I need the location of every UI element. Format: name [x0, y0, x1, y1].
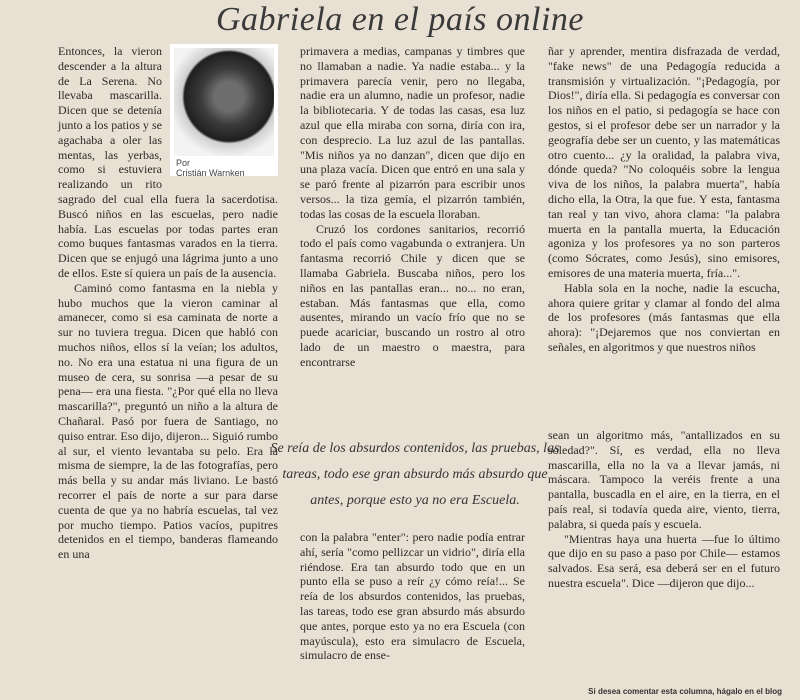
byline-name: Cristián Warnken	[176, 168, 245, 178]
footer-note: Si desea comentar esta columna, hágalo en el blog	[588, 687, 782, 696]
author-photo	[174, 48, 274, 156]
paragraph: Habla sola en la noche, nadie la escucha, ahora quiere gritar y clamar al fondo del alma de los profesores (más fantasmas que ella ahora): "¡Dejaremos que nos conviertan en señales, en algoritmos y que nuestros niños	[548, 280, 780, 354]
paragraph: Caminó como fantasma en la niebla y hubo muchos que la vieron caminar al amanecer, como si esa caminata de norte a sur no tuviera tregua. Dicen que habló con muchos niños, ellos sí la veían; los adultos, no. No era una estatua ni una figura de un museo de cera, su sonrisa —a pesar de su pena— era una fiesta. "¿Por qué ella no lleva mascarilla?", preguntó un niño a la altura de Chañaral. Pasó por fuera de Santiago, no quiso entrar. Eso dijo, dijeron... Siguió rumbo al sur, el viento levantaba su pelo. Era la misma de siempre, la de las fotografías, pero más bella y su andar más liviano. Le bastó recorrer el país de norte a sur para darse cuenta de que ya no habría escuelas, tal vez por mucho tiempo. Patios vacíos, pupitres detenidos en el tiempo, banderas flameando en una	[58, 280, 278, 562]
paragraph: primavera a medias, campanas y timbres que no llamaban a nadie. Ya nadie estaba... y la primavera parecía venir, pero no llegaba, nadie era un alumno, nadie un profesor, nadie la bibliotecaria. Y de todas las casas, esa luz azul que ella miraba con sorna, diría con ira, con desprecio. La luz azul de las pantallas. "Mis niños ya no danzan", dicen que dijo en una plaza vacía. Dicen que entró en una sala y se paró frente al pizarrón para escribir unos versos... la tiza gemía, el pizarrón también, todas las cosas de la escuela lloraban.	[300, 44, 525, 221]
pull-quote: Se reía de los absurdos contenidos, las pruebas, las tareas, todo ese gran absurdo más absurdo que antes, porque esto ya no era Escuela.	[270, 441, 560, 508]
paragraph: Cruzó los cordones sanitarios, recorrió todo el país como vagabunda o extranjera. Un fantasma recorrió Chile y dicen que se llamaba Gabriela. Buscaba niños, pero los niños en las pantallas eran... no... no eran, estaban. Más fantasmas que ella, como ausentes, mirando un vacío frío que no se puede acariciar, buscando un rostro al otro lado de un maestro o maestra, para encontrarse	[300, 221, 525, 369]
byline-prefix: Por	[176, 158, 191, 168]
paragraph: sean un algoritmo más, "antallizados en su soledad?". Sí, es verdad, ella no lleva mascarilla, ella no la va a llevar jamás, ni máscara. Tampoco la veréis frente a una pantalla, buscadla en el aire, en la tierra, en el país real, si todavía queda aire, viento, tierra, palabra, si queda país y escuela.	[548, 428, 780, 531]
article-title: Gabriela en el país online	[215, 1, 585, 38]
byline	[176, 158, 245, 178]
paragraph: "Mientras haya una huerta —fue lo último que dijo en su paso a paso por Chile— estamos salvados. Esa será, esa deberá ser en el futuro nuestra escuela". Dice —dijeron que dijo...	[548, 531, 780, 590]
paragraph: Entonces, la vieron descender a la altura de La Serena. No llevaba mascarilla. Dicen que se detenía junto a los patios y se agachaba a oler las mentas, las yerbas, como si estuviera realizando un rito sagrado del cual ella fuera la sacerdotisa. Buscó niños en las escuelas, pero nadie había. Las escuelas por todas partes eran como buques fantasmas varados en la tierra. Dicen que se enjugó una lágrima junto a uno de ellos. Este sí quiera un país de la ausencia.	[58, 44, 278, 280]
column-3-continued	[548, 428, 780, 678]
author-photo-box	[170, 44, 278, 176]
paragraph: con la palabra "enter": pero nadie podía entrar ahí, sería "como pellizcar un vidrio", diría ella riéndose. Era tan absurdo todo que en un punto ella se puso a reír ¿y cómo reía!... Se reía de los absurdos contenidos, las pruebas, las tareas, todo ese gran absurdo más absurdo que antes, porque esto ya no era Escuela (con mayúscula), esto era simulacro de Escuela, simulacro de ense-	[300, 530, 525, 663]
column-2-continued	[300, 530, 525, 696]
column-2	[300, 44, 525, 436]
paragraph: ñar y aprender, mentira disfrazada de verdad, "fake news" de una Pedagogía reducida a transmisión y virtualización. "¡Pedagogía, por Dios!", diría ella. Si pedagogía es conversar con los niños en el patio, si pedagogía se hace con gestos, si el profesor debe ser un narrador y la geografía debe ser un cuento, y las matemáticas otro cuento... ¿y la oralidad, la palabra viva, dónde queda? "No coloquéis sobre la lengua viva de los niños, la palabra muerta", había dicho ella, la Otra, la que fue. Y esta, fantasma tan real y tan vivo, ahora clama: "la palabra muerta en la pantalla muerta, la Educación agoniza y los profesores ya no son parteros (como Sócrates, como Jesús), sino emisores, emisores de una materia muerta, fría...".	[548, 44, 780, 280]
column-1	[58, 44, 278, 696]
column-3	[548, 44, 780, 424]
